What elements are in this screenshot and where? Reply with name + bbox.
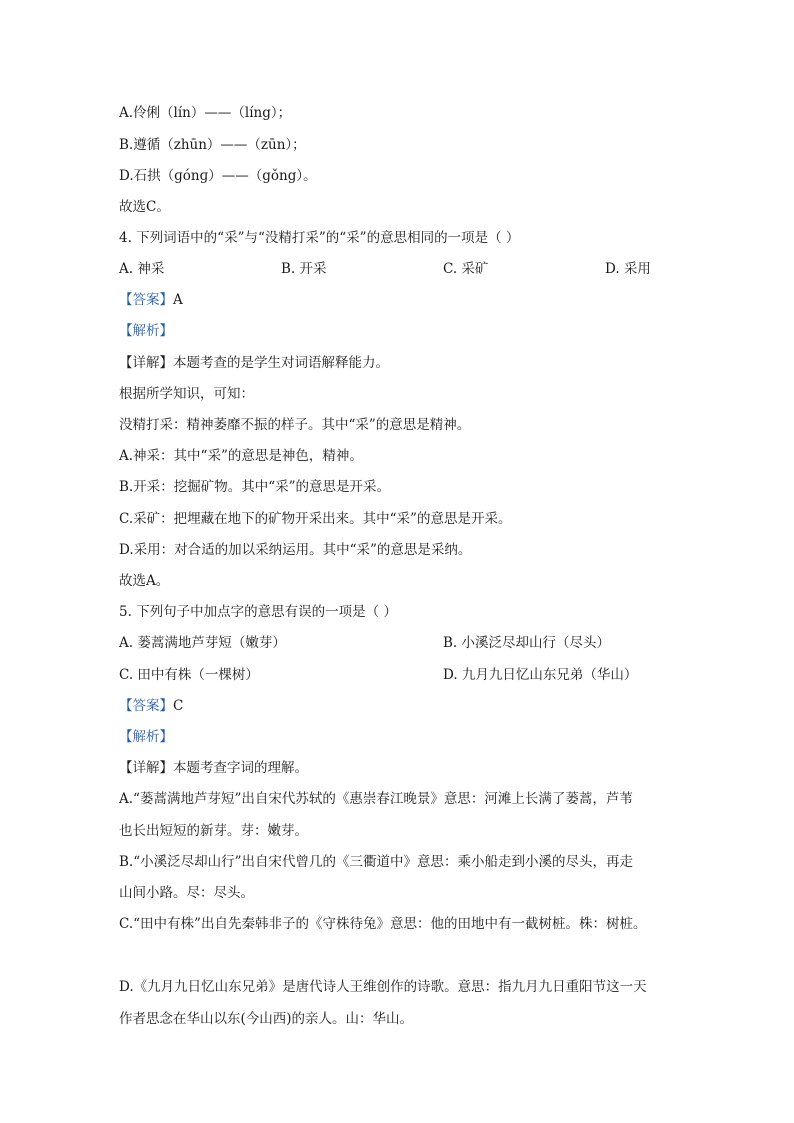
q4-explanation-line: B.开采：挖掘矿物。其中“采”的意思是开采。 (119, 479, 391, 495)
q4-conclusion: 故选A。 (119, 573, 170, 589)
pinyin-line-d: D.石拱（ɡónɡ）——（gǒng）。 (119, 168, 317, 184)
answer-value: C (173, 698, 184, 714)
q4-detail (119, 354, 389, 372)
q4-answer (119, 291, 183, 309)
answer-value: A (173, 292, 183, 308)
q5-explanation-line: 也长出短短的新芽。芽：嫩芽。 (119, 823, 308, 839)
q4-explanation-line: C.采矿：把埋藏在地下的矿物开采出来。其中“采”的意思是开采。 (119, 511, 512, 527)
q3-conclusion: 故选C。 (119, 199, 170, 215)
q4-option-b: B. 开采 (281, 261, 327, 277)
q5-option-d: D. 九月九日忆山东兄弟（华山） (443, 667, 638, 683)
q4-option-d: D. 采用 (605, 261, 651, 277)
q4-option-c: C. 采矿 (443, 261, 489, 277)
q5-analysis-tag: 【解析】 (119, 729, 173, 745)
detail-text: 本题考查字词的理解。 (173, 760, 308, 776)
q4-analysis-tag: 【解析】 (119, 323, 173, 339)
q5-answer (119, 697, 183, 715)
answer-tag: 【答案】 (119, 292, 173, 308)
q5-explanation-line: 山间小路。尽：尽头。 (119, 885, 254, 901)
q4-explanation-line: A.神采：其中“采”的意思是神色，精神。 (119, 448, 363, 464)
q4-explanation-line: 根据所学知识，可知： (119, 386, 254, 402)
pinyin-line-b: B.遵循（zhūn）——（zūn）； (119, 137, 306, 153)
q5-detail (119, 759, 308, 777)
q5-option-b: B. 小溪泛尽却山行（尽头） (443, 635, 611, 651)
q5-explanation-line: C.“田中有株”出自先秦韩非子的《守株待兔》意思：他的田地中有一截树桩。株：树桩。 (119, 916, 647, 932)
q5-explanation-line: D.《九月九日忆山东兄弟》是唐代诗人王维创作的诗歌。意思：指九月九日重阳节这一天 (119, 979, 647, 995)
detail-tag: 【详解】 (119, 355, 173, 371)
q5-explanation-line: A.“蒌蒿满地芦芽短”出自宋代苏轼的《惠崇春江晚景》意思：河滩上长满了蒌蒿，芦苇 (119, 791, 633, 807)
answer-tag: 【答案】 (119, 698, 173, 714)
detail-text: 本题考查的是学生对词语解释能力。 (173, 355, 389, 371)
q5-explanation-line: B.“小溪泛尽却山行”出自宋代曾几的《三衢道中》意思：乘小船走到小溪的尽头，再走 (119, 854, 634, 870)
q4-question: 4. 下列词语中的“采”与“没精打采”的“采”的意思相同的一项是（ ） (119, 230, 520, 246)
q4-option-a: A. 神采 (119, 261, 165, 277)
q5-option-c: C. 田中有株（一棵树） (119, 667, 259, 683)
q5-question: 5. 下列句子中加点字的意思有误的一项是（ ） (119, 604, 397, 620)
q4-explanation-line: D.采用：对合适的加以采纳运用。其中“采”的意思是采纳。 (119, 542, 472, 558)
q5-option-a: A. 蒌蒿满地芦芽短（嫩芽） (119, 635, 286, 651)
q4-explanation-line: 没精打采：精神萎靡不振的样子。其中“采”的意思是精神。 (119, 417, 471, 433)
pinyin-line-a: A.伶俐（lín）——（líng）； (119, 105, 292, 121)
detail-tag: 【详解】 (119, 760, 173, 776)
q5-explanation-line: 作者思念在华山以东(今山西)的亲人。山：华山。 (119, 1011, 414, 1027)
